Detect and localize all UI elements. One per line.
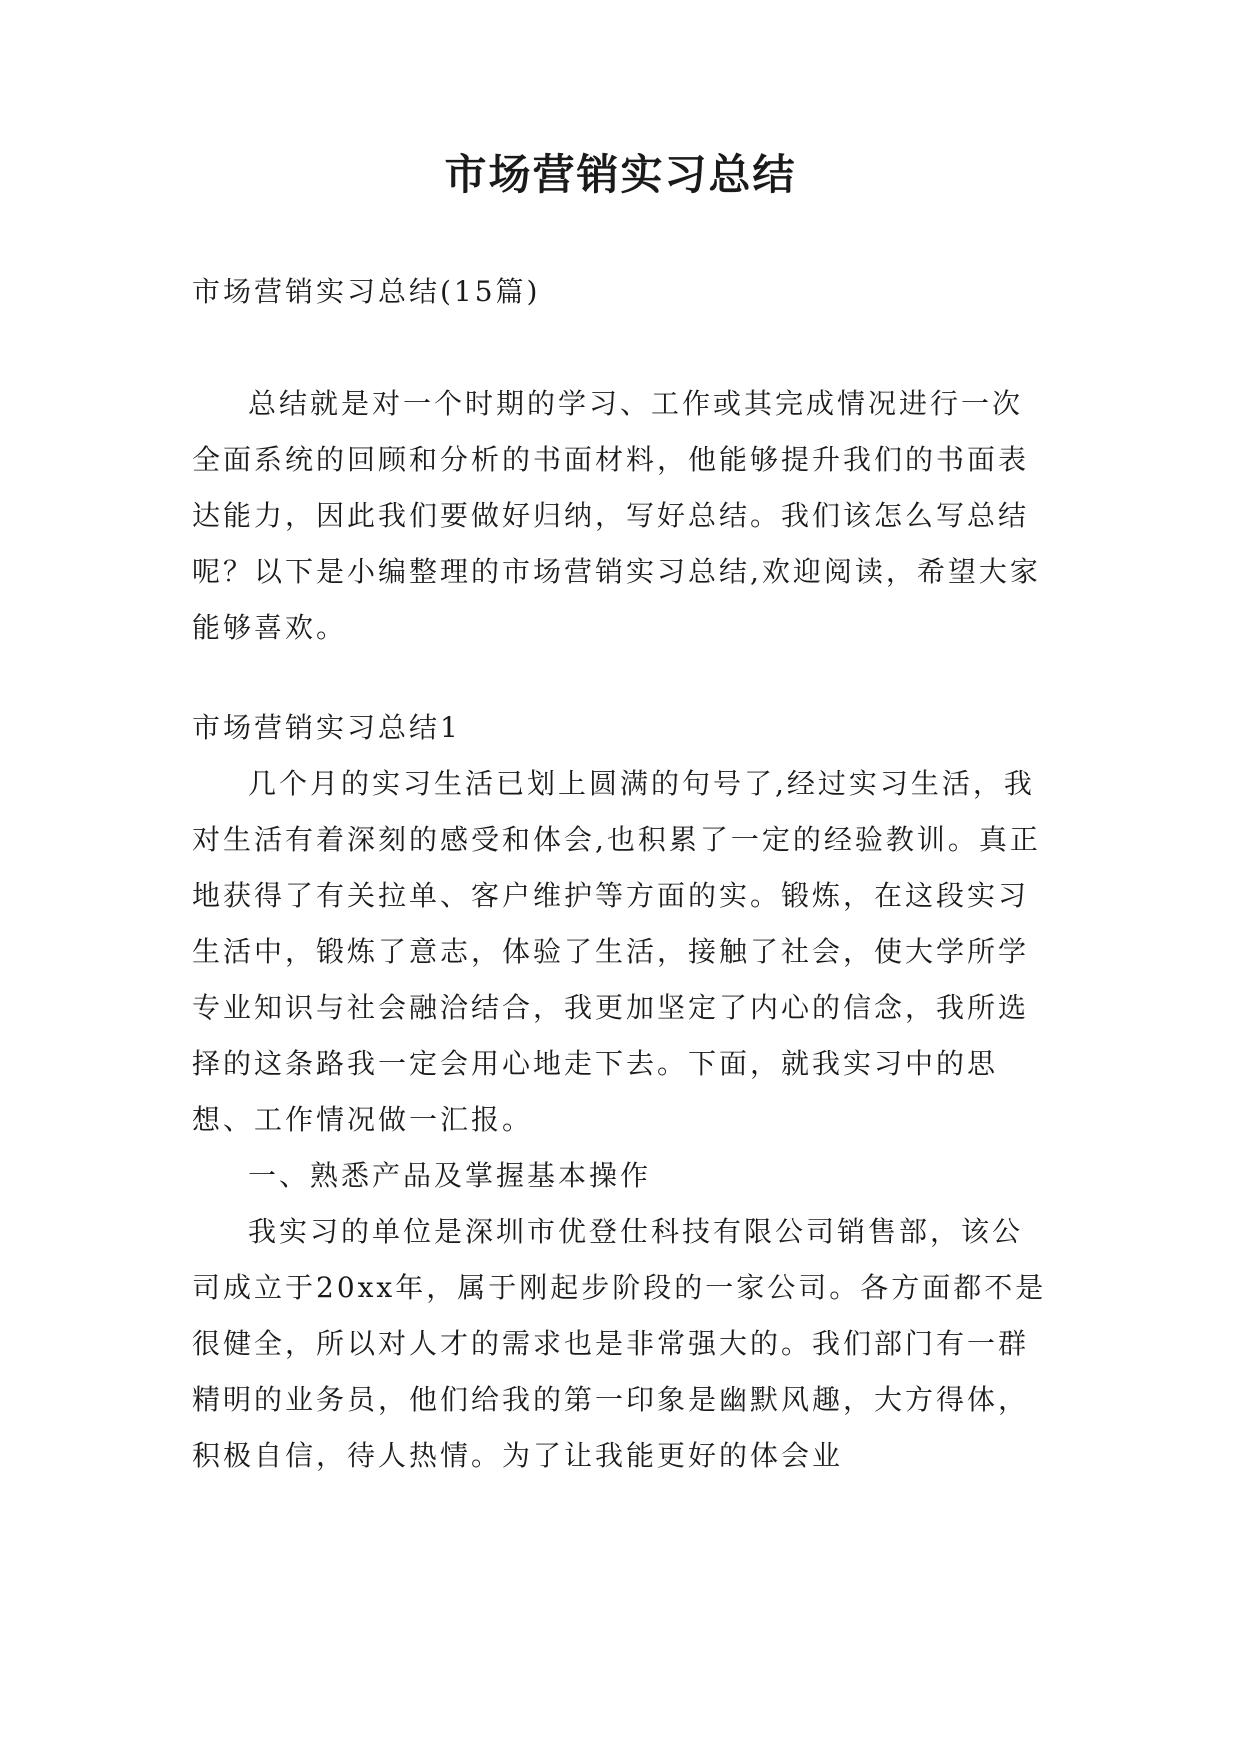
section-heading: 市场营销实习总结1: [192, 711, 461, 744]
intro-paragraph: 总结就是对一个时期的学习、工作或其完成情况进行一次全面系统的回顾和分析的书面材料，他能够提升我们的书面表达能力，因此我们要做好归纳，写好总结。我们该怎么写总结呢？以下是小编整理的市场营销实习总结,欢迎阅读，希望大家能够喜欢。: [192, 387, 1041, 644]
document-body: [192, 264, 1052, 1484]
document-title: 市场营销实习总结: [444, 150, 797, 199]
body-paragraph-2: 我实习的单位是深圳市优登仕科技有限公司销售部，该公司成立于20xx年，属于刚起步阶段的一家公司。各方面都不是很健全，所以对人才的需求也是非常强大的。我们部门有一群精明的业务员，他们给我的第一印象是幽默风趣，大方得体，积极自信，待人热情。为了让我能更好的体会业: [192, 1215, 1047, 1472]
document-subtitle: 市场营销实习总结(15篇): [192, 275, 541, 308]
body-paragraph-1: 几个月的实习生活已划上圆满的句号了,经过实习生活，我对生活有着深刻的感受和体会,也积累了一定的经验教训。真正地获得了有关拉单、客户维护等方面的实。锻炼，在这段实习生活中，锻炼了意志，体验了生活，接触了社会，使大学所学专业知识与社会融洽结合，我更加坚定了内心的信念，我所选择的这条路我一定会用心地走下去。下面，就我实习中的思想、工作情况做一汇报。: [192, 767, 1041, 1136]
subheading-1: 一、熟悉产品及掌握基本操作: [248, 1159, 652, 1192]
